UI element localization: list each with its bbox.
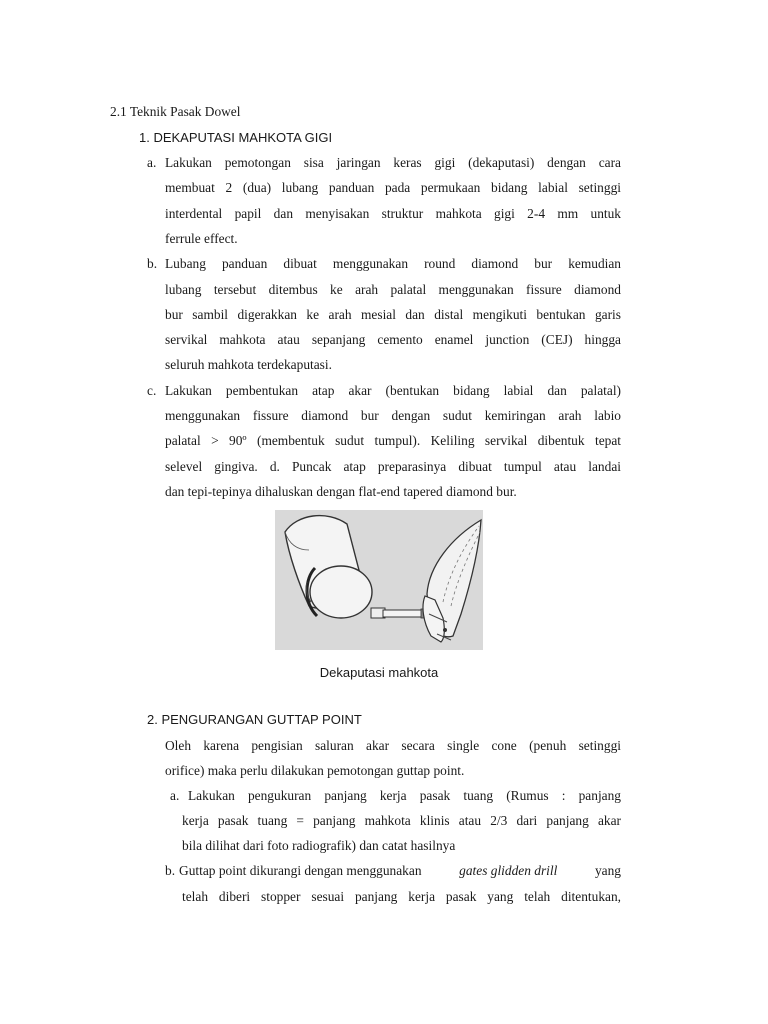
part2-item-a-line-3: bila dilihat dari foto radiografik) dan catat hasilnya (182, 838, 456, 853)
part2-item-b-text-before: Guttap point dikurangi dengan menggunakan (179, 863, 422, 878)
part2-item-b-line-1 (165, 863, 621, 879)
item-c-line-3: palatal > 90º (membentuk sudut tumpul). Keliling servikal dibentuk tepat (165, 433, 621, 448)
part2-heading: 2. PENGURANGAN GUTTAP POINT (147, 712, 362, 727)
part2-item-a-marker: a. (170, 788, 180, 803)
item-b-marker: b. (147, 256, 158, 271)
figure-caption: Dekaputasi mahkota (319, 665, 439, 680)
item-b-line-4: servikal mahkota atau sepanjang cemento enamel junction (CEJ) hingga (165, 332, 621, 347)
item-a-marker: a. (147, 155, 157, 170)
item-a-line-1: Lakukan pemotongan sisa jaringan keras gigi (dekaputasi) dengan cara (165, 155, 621, 170)
item-b-line-1: Lubang panduan dibuat menggunakan round diamond bur kemudian (165, 256, 621, 271)
item-c-marker: c. (147, 383, 157, 398)
item-a-line-3: interdental papil dan menyisakan struktur mahkota gigi 2-4 mm untuk (165, 206, 621, 221)
part2-intro-line-1: Oleh karena pengisian saluran akar secara single cone (penuh setinggi (165, 738, 621, 753)
part2-item-b-line-2: telah diberi stopper sesuai panjang kerja pasak yang telah ditentukan, (182, 889, 621, 904)
part2-item-a-line-2: kerja pasak tuang = panjang mahkota klinis atau 2/3 dari panjang akar (182, 813, 621, 828)
item-b-line-5: seluruh mahkota terdekaputasi. (165, 357, 332, 372)
item-b-line-2: lubang tersebut ditembus ke arah palatal menggunakan fissure diamond (165, 282, 621, 297)
part2-item-b-text (179, 863, 621, 879)
item-c-line-1: Lakukan pembentukan atap akar (bentukan bidang labial dan palatal) (165, 383, 621, 398)
part2-item-a-line-1: Lakukan pengukuran panjang kerja pasak tuang (Rumus : panjang (188, 788, 621, 803)
item-a-line-4: ferrule effect. (165, 231, 238, 246)
part2-item-b-text-after: yang (594, 863, 621, 878)
item-b-line-3: bur sambil digerakkan ke arah mesial dan distal mengikuti bentukan garis (165, 307, 621, 322)
part2-item-b-italic-term: gates glidden drill (459, 863, 558, 878)
decapitation-illustration (275, 510, 483, 650)
section-heading: 2.1 Teknik Pasak Dowel (110, 104, 241, 119)
part1-heading: 1. DEKAPUTASI MAHKOTA GIGI (139, 130, 333, 145)
item-c-line-5: dan tepi-tepinya dihaluskan dengan flat-end tapered diamond bur. (165, 484, 517, 499)
item-c-line-2: menggunakan fissure diamond bur dengan sudut kemiringan arah labio (165, 408, 621, 423)
part2-item-b-marker: b. (165, 863, 176, 878)
item-c-line-4: selevel gingiva. d. Puncak atap preparasinya dibuat tumpul atau landai (165, 459, 621, 474)
item-a-line-2: membuat 2 (dua) lubang panduan pada permukaan bidang labial setinggi (165, 180, 621, 195)
part2-intro-line-2: orifice) maka perlu dilakukan pemotongan guttap point. (165, 763, 465, 778)
